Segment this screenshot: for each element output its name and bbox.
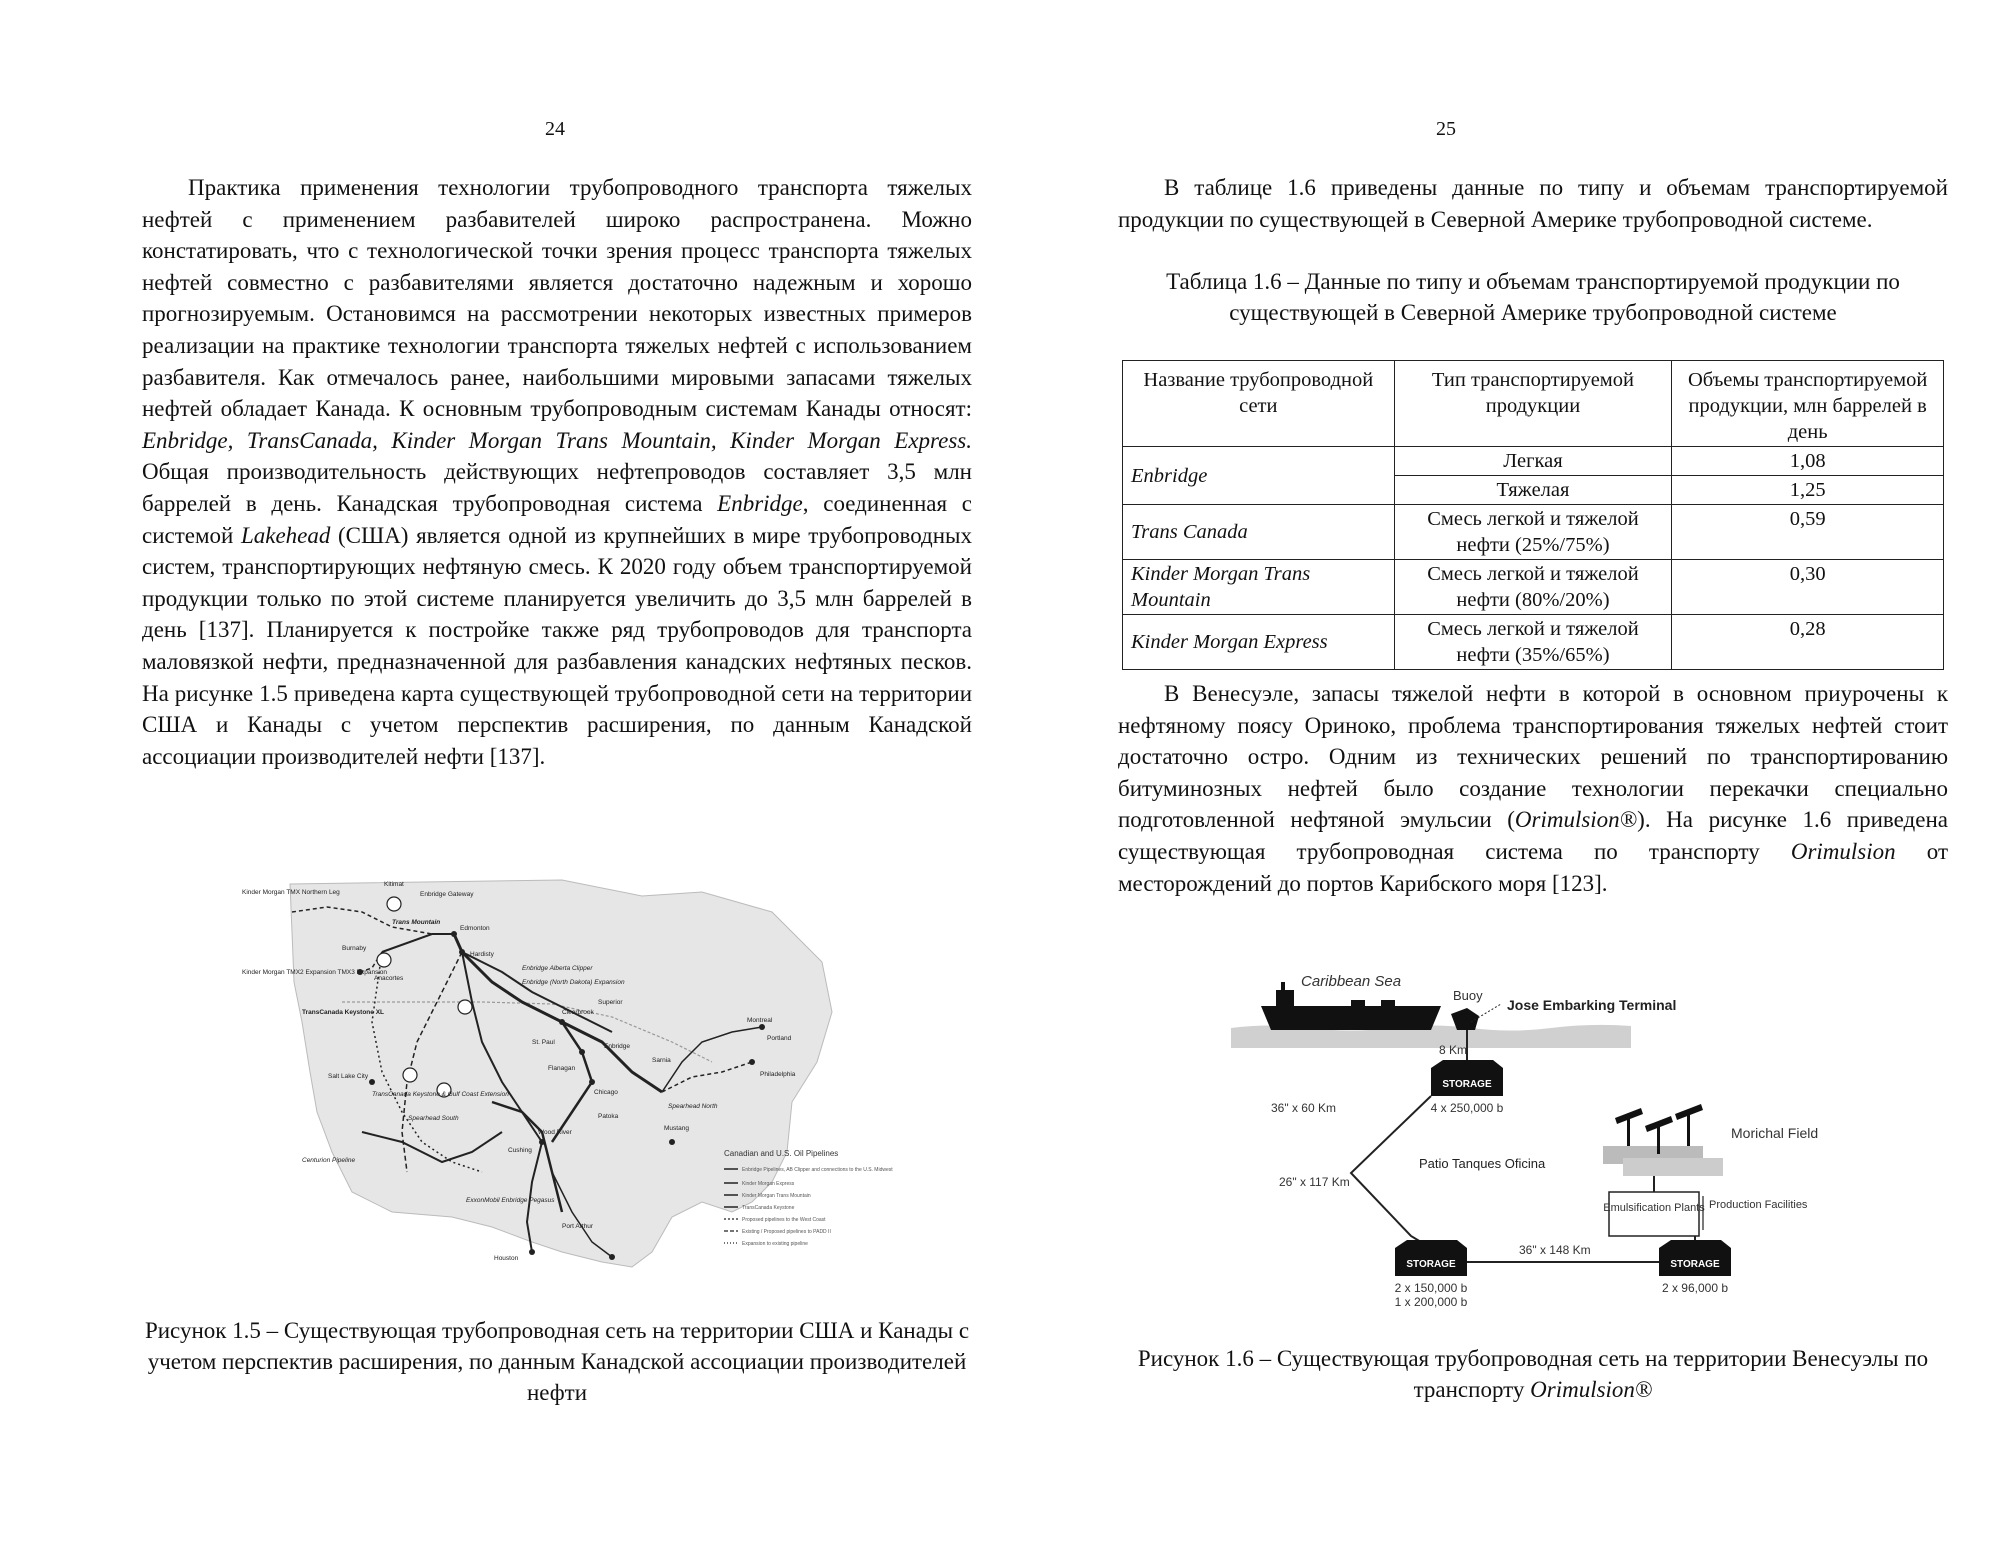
city-dot	[589, 1079, 595, 1085]
table-header: Название трубопроводной сети	[1123, 361, 1395, 447]
city-dot	[759, 1024, 765, 1030]
pipe-storage1-storage2	[1351, 1096, 1431, 1248]
map-label: Mustang	[664, 1125, 689, 1132]
table-cell-type: Смесь легкой и тяжелой нефти (35%/65%)	[1394, 615, 1672, 670]
table-cell-name: Trans Canada	[1123, 505, 1395, 560]
patio-label: Patio Tanques Oficina	[1419, 1156, 1546, 1171]
table-cell-name: Kinder Morgan Trans Mountain	[1123, 560, 1395, 615]
route-marker	[387, 897, 401, 911]
city-dot	[579, 1049, 585, 1055]
paragraph: В таблице 1.6 приведены данные по типу и объемам транспортируемой продукции по существующей в Северной Америке трубопроводной системе.	[1118, 175, 1948, 232]
text-run: , соединенная с системой	[142, 490, 972, 548]
table-cell-type: Легкая	[1394, 447, 1672, 476]
table-cell-type: Смесь легкой и тяжелой нефти (80%/20%)	[1394, 560, 1672, 615]
table-cell-type: Тяжелая	[1394, 476, 1672, 505]
table-cell-volume: 1,08	[1672, 447, 1944, 476]
emulsification-label: Emulsification Plants	[1603, 1202, 1705, 1214]
text-run-italic: Lakehead	[240, 522, 331, 548]
map-label: Spearhead South	[408, 1115, 459, 1122]
field-label: Morichal Field	[1731, 1125, 1819, 1141]
caption-text: Рисунок 1.6 – Существующая трубопроводная сеть на территории Венесуэлы по транспорту	[1137, 1346, 1929, 1402]
map-label: Centurion Pipeline	[302, 1157, 356, 1164]
storage-capacity: 2 x 150,000 b	[1394, 1281, 1468, 1295]
storage-tank-1	[1431, 1060, 1503, 1096]
city-dot	[459, 949, 465, 955]
pipe-label: 26" x 117 Km	[1279, 1175, 1350, 1189]
storage-tank-2	[1395, 1240, 1467, 1276]
city-dot	[749, 1059, 755, 1065]
legend-item: Expansion to existing pipeline	[742, 1241, 808, 1247]
emulsification-box	[1609, 1192, 1699, 1236]
city-dot	[369, 1079, 375, 1085]
venezuela-text	[1118, 678, 1948, 899]
map-label: ExxonMobil Enbridge Pegasus	[466, 1197, 555, 1204]
table-header-row	[1123, 361, 1944, 447]
map-label: Kitimat	[384, 881, 404, 888]
map-label: Wood River	[538, 1129, 572, 1136]
storage-capacity: 4 x 250,000 b	[1430, 1101, 1504, 1115]
production-label: Production Facilities	[1709, 1199, 1808, 1211]
city-dot	[539, 1139, 545, 1145]
map-label: Spearhead North	[668, 1103, 718, 1110]
map-label: Superior	[598, 999, 623, 1006]
legend-item: Kinder Morgan Express	[742, 1181, 795, 1187]
map-label: Salt Lake City	[328, 1073, 369, 1080]
text-run-italic: Enbridge, TransCanada, Kinder Morgan Trans Mountain, Kinder Morgan Express.	[142, 427, 972, 453]
legend-title: Canadian and U.S. Oil Pipelines	[724, 1149, 839, 1158]
city-dot	[669, 1139, 675, 1145]
table-header: Объемы транспортируемой продукции, млн баррелей в день	[1672, 361, 1944, 447]
text-run-italic: Orimulsion	[1790, 838, 1896, 864]
legend-item: Enbridge Pipelines, AB Clipper and connections to the U.S. Midwest	[742, 1167, 893, 1173]
map-label: TransCanada Keystone & Gulf Coast Extension	[372, 1091, 509, 1098]
map-label: Burnaby	[342, 945, 367, 952]
table-cell-name: Enbridge	[1123, 447, 1395, 505]
figure-caption	[1118, 1343, 1948, 1405]
map-label: Cushing	[508, 1147, 532, 1154]
distance-label: 8 Km	[1439, 1043, 1468, 1057]
pipe-label: 36" x 60 Km	[1271, 1101, 1336, 1115]
map-label: Enbridge	[604, 1043, 631, 1050]
text-run: Общая производительность действующих нефтепроводов составляет 3,5 млн баррелей в день. Канадская трубопроводная система	[142, 459, 972, 516]
intro-text	[1118, 172, 1948, 235]
map-label: Edmonton	[460, 925, 490, 932]
table-cell-volume: 0,59	[1672, 505, 1944, 560]
orimulsion-diagram	[1231, 968, 1819, 1328]
map-label: Sarnia	[652, 1057, 671, 1064]
table-caption: Таблица 1.6 – Данные по типу и объемам транспортируемой продукции по существующей в Северной Америке трубопроводной системе	[1166, 269, 1900, 325]
oil-pump-icon	[1603, 1104, 1723, 1176]
map-label: Chicago	[594, 1089, 618, 1096]
map-label: Patoka	[598, 1113, 619, 1120]
table-row	[1123, 447, 1944, 476]
text-run: Практика применения технологии трубопроводного транспорта тяжелых нефтей с применением разбавителей широко распространена. Можно констатировать, что с технологической точки зрения процесс транспорта тяжелых нефтей совместно с разбавителями является достаточно надежным и хорошо прогнозируемым. Остановимся на рассмотрении некоторых известных примеров реализации на практике технологии транспорта тяжелых нефтей с использованием разбавителя. Как отмечалось ранее, наибольшими мировыми запасами тяжелых нефтей обладает Канада. К основным трубопроводным системам Канады относят:	[142, 175, 972, 422]
map-label: Enbridge Alberta Clipper	[522, 965, 593, 972]
pipe-label: 36" x 148 Km	[1519, 1243, 1591, 1257]
map-label: Flanagan	[548, 1065, 576, 1072]
pipeline-map	[232, 872, 980, 1286]
map-label: Kinder Morgan TMX2 Expansion TMX3 Expansion	[242, 969, 388, 976]
table-header: Тип транспортируемой продукции	[1394, 361, 1672, 447]
map-label: Enbridge (North Dakota) Expansion	[522, 979, 625, 986]
storage-capacity: 2 x 96,000 b	[1661, 1281, 1729, 1295]
table-cell-volume: 0,28	[1672, 615, 1944, 670]
text-run: ). На рисунке 1.6 приведена существующая трубопроводная система по транспорту	[1118, 807, 1948, 864]
table-cell-type: Смесь легкой и тяжелой нефти (25%/75%)	[1394, 505, 1672, 560]
map-label: Anacortes	[374, 975, 404, 982]
legend-item: Kinder Morgan Trans Mountain	[742, 1193, 811, 1199]
legend-item: Proposed pipelines to the West Coast	[742, 1217, 826, 1223]
route-marker	[458, 1000, 472, 1014]
legend-item: TransCanada Keystone	[742, 1205, 795, 1211]
map-label: Hardisty	[470, 951, 494, 958]
text-run-italic: Enbridge	[717, 490, 803, 516]
route-marker	[403, 1068, 417, 1082]
map-label: St. Paul	[532, 1039, 555, 1046]
pipeline-map-figure	[232, 872, 980, 1286]
map-label: Kinder Morgan TMX Northern Leg	[242, 889, 340, 896]
map-label: Trans Mountain	[392, 919, 441, 926]
table-cell-volume: 1,25	[1672, 476, 1944, 505]
map-label: TransCanada Keystone XL	[302, 1009, 384, 1016]
map-label: Clearbrook	[562, 1009, 594, 1016]
map-label: Philadelphia	[760, 1071, 796, 1078]
right-page	[999, 0, 1998, 1562]
text-run: В Венесуэле, запасы тяжелой нефти в которой в основном приурочены к нефтяному поясу Ориноко, проблема транспортирования тяжелых нефтей стоит достаточно остро. Одним из технических решений по транспортированию битуминозных нефтей было создание технологии перекачки специально подготовленной нефтяной эмульсии (	[1118, 681, 1948, 833]
city-dot	[559, 1019, 565, 1025]
table-row	[1123, 615, 1944, 670]
text-run: (США) является одной из крупнейших в мире трубопроводных систем, транспортирующих нефтяную смесь. К 2020 году объем транспортируемой продукции только по этой системе планируется увеличить до 3,5 млн баррелей в день [137]. Планируется к постройке также ряд трубопроводов для транспорта маловязкой нефти, предназначенной для разбавления канадских нефтяных песков. На рисунке 1.5 приведена карта существующей трубопроводной сети на территории США и Канады с учетом перспектив расширения, по данным Канадской ассоциации производителей нефти [137].	[142, 522, 972, 769]
storage-label: STORAGE	[1442, 1079, 1492, 1090]
paragraph	[142, 172, 972, 772]
terminal-text: Jose Embarking Terminal	[1507, 997, 1677, 1013]
text-run-italic: Orimulsion®	[1514, 807, 1638, 833]
figure-caption: Рисунок 1.5 – Существующая трубопроводная сеть на территории США и Канады с учетом перспектив расширения, по данным Канадской ассоциации производителей нефти	[144, 1318, 970, 1405]
table-row	[1123, 505, 1944, 560]
storage-capacity: 1 x 200,000 b	[1394, 1295, 1468, 1309]
body-text	[142, 172, 972, 772]
storage-label: STORAGE	[1670, 1259, 1720, 1270]
text-run: от месторождений до портов Карибского моря [123].	[1118, 838, 1948, 896]
legend-item: Existing / Proposed pipelines to PADD II	[742, 1229, 831, 1235]
map-label: Enbridge Gateway	[420, 891, 474, 898]
table-cell-name: Kinder Morgan Express	[1123, 615, 1395, 670]
sea-label: Caribbean Sea	[1301, 973, 1402, 990]
map-label: Houston	[494, 1255, 519, 1262]
table-cell-volume: 0,30	[1672, 560, 1944, 615]
caption-text-italic: Orimulsion®	[1530, 1377, 1653, 1402]
map-label: Portland	[767, 1035, 792, 1042]
buoy-terminal-line	[1471, 1004, 1501, 1022]
pipeline-table	[1122, 360, 1944, 670]
storage-label: STORAGE	[1406, 1259, 1456, 1270]
map-label: Port Arthur	[562, 1223, 594, 1230]
page-number: 24	[545, 118, 565, 140]
city-dot	[451, 931, 457, 937]
page-number: 25	[1436, 118, 1456, 140]
orimulsion-diagram-figure	[1231, 968, 1819, 1328]
storage-tank-3	[1659, 1240, 1731, 1276]
city-dot	[609, 1254, 615, 1260]
paragraph	[1118, 678, 1948, 899]
city-dot	[529, 1249, 535, 1255]
table-row	[1123, 560, 1944, 615]
buoy-label: Buoy	[1453, 988, 1483, 1003]
map-label: Montreal	[747, 1017, 773, 1024]
route-marker	[377, 953, 391, 967]
terminal-label	[1507, 997, 1676, 1013]
